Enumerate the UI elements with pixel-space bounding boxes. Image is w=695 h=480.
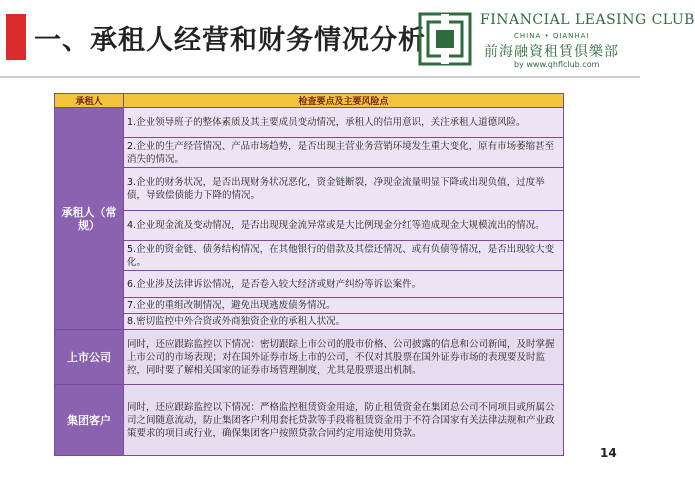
table-cell: 5.企业的资金链、债务结构情况，在其他银行的借款及其偿还情况、或有负债等情况，是否出现较大变化。 bbox=[124, 241, 564, 271]
table-header-row bbox=[55, 94, 564, 108]
page-title: 一、承租人经营和财务情况分析 bbox=[34, 25, 426, 56]
club-logo bbox=[418, 10, 695, 72]
table-row bbox=[55, 211, 564, 241]
table-row bbox=[55, 385, 564, 456]
logo-english-name: FINANCIAL LEASING CLUB bbox=[480, 12, 695, 28]
table-cell: 8.密切监控中外合资或外商独资企业的承租人状况。 bbox=[124, 314, 564, 330]
table-row bbox=[55, 271, 564, 298]
table-cell: 7.企业的重组改制情况，避免出现逃废债务情况。 bbox=[124, 298, 564, 314]
table-row bbox=[55, 241, 564, 271]
table-cell: 1.企业领导班子的整体素质及其主要成员变动情况，承租人的信用意识，关注承租人道德风险。 bbox=[124, 108, 564, 138]
table-cell: 6.企业涉及法律诉讼情况，是否卷入较大经济或财产纠纷等诉讼案件。 bbox=[124, 271, 564, 298]
table-cell: 同时，还应跟踪监控以下情况：严格监控租赁资金用途，防止租赁资金在集团总公司不同项目或所属公司之间随意流动，防止集团客户利用套托贷款等手段将租赁资金用于不符合国家有关法律法规和产业政策要求的项目或行业，确保集团客户按照贷款合同约定用途使用贷款。 bbox=[124, 385, 564, 456]
logo-subtitle: CHINA • QIANHAI bbox=[514, 32, 590, 40]
header-lessee: 承租人 bbox=[55, 94, 124, 108]
logo-chinese-name: 前海融資租賃俱樂部 bbox=[484, 44, 619, 60]
header-check-points: 检查要点及主要风险点 bbox=[124, 94, 564, 108]
logo-url: by www.qhflclub.com bbox=[514, 60, 600, 69]
table-row bbox=[55, 138, 564, 168]
table-row bbox=[55, 108, 564, 138]
table-row bbox=[55, 168, 564, 211]
row-group-label-regular: 承租人（常规） bbox=[55, 108, 124, 330]
row-group-label-listed: 上市公司 bbox=[55, 330, 124, 385]
table-cell: 3.企业的财务状况，是否出现财务状况恶化，资金链断裂，净现金流量明显下降或出现负值，过度举债，导致偿债能力下降的情况。 bbox=[124, 168, 564, 211]
title-accent-bar bbox=[6, 14, 26, 60]
table-row bbox=[55, 330, 564, 385]
page-number: 14 bbox=[600, 446, 617, 460]
risk-check-table bbox=[54, 93, 564, 456]
row-group-label-group-client: 集团客户 bbox=[55, 385, 124, 456]
financial-leasing-club-logo bbox=[418, 12, 472, 66]
table-row bbox=[55, 298, 564, 314]
table-cell: 同时，还应跟踪监控以下情况：密切跟踪上市公司的股市价格、公司披露的信息和公司新闻，及时掌握上市公司的市场表现；对在国外证券市场上市的公司，不仅对其股票在国外证券市场的表现要及时监控，同时要了解相关国家的证券市场管理制度，尤其是股票退出机制。 bbox=[124, 330, 564, 385]
table-row bbox=[55, 314, 564, 330]
table-cell: 4.企业现金流及变动情况，是否出现现金流异常或是大比例现金分红等造成现金大规模流出的情况。 bbox=[124, 211, 564, 241]
header-divider bbox=[0, 76, 640, 78]
table-cell: 2.企业的生产经营情况、产品市场趋势，是否出现主营业务营销环境发生重大变化，原有市场萎缩甚至消失的情况。 bbox=[124, 138, 564, 168]
